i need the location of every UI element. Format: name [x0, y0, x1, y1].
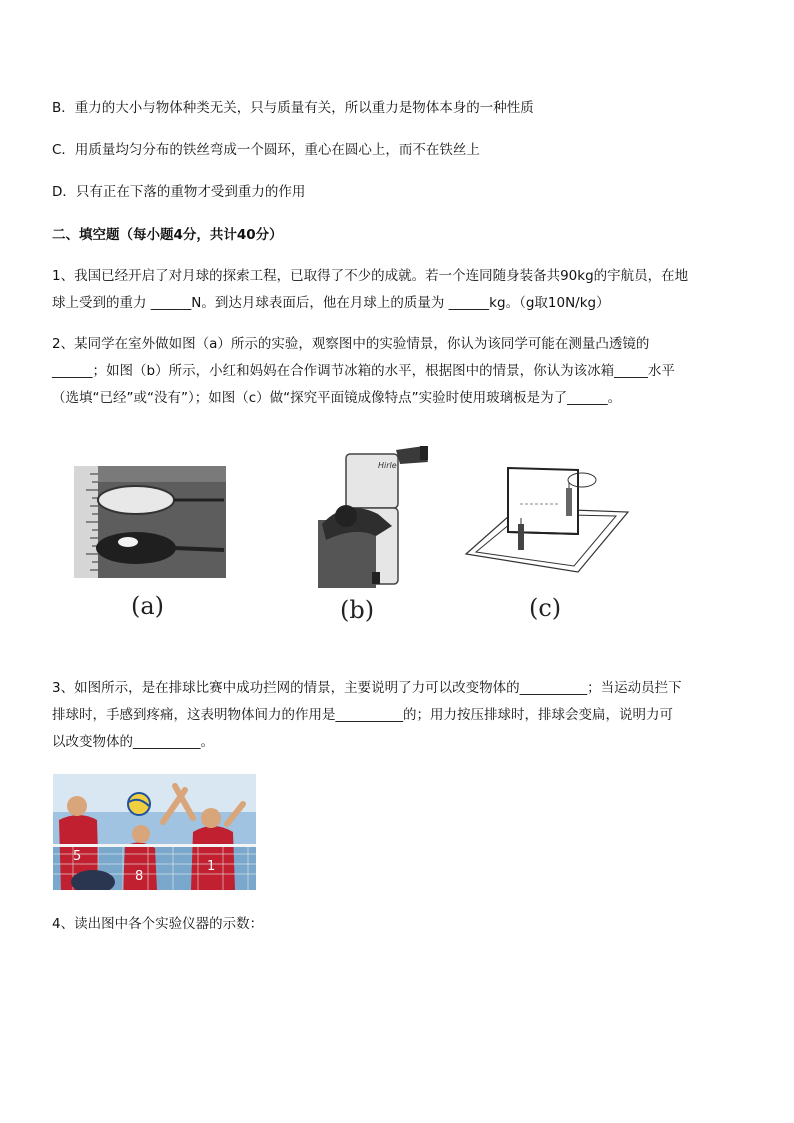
- option-b: B．重力的大小与物体种类无关，只与质量有关，所以重力是物体本身的一种性质: [52, 100, 534, 116]
- figure-b-caption: (b): [340, 596, 375, 624]
- figure-c-plane-mirror: [464, 462, 630, 576]
- option-d: D．只有正在下落的重物才受到重力的作用: [52, 184, 306, 200]
- jersey-number-5: 5: [73, 849, 82, 864]
- figure-a-caption: (a): [131, 592, 165, 620]
- question-3-line-1: 3、如图所示，是在排球比赛中成功拦网的情景，主要说明了力可以改变物体的__________；当运动员拦下: [52, 680, 682, 696]
- question-1-line-1: 1、我国已经开启了对月球的探索工程，已取得了不少的成就。若一个连同随身装备共90kg的宇航员，在地: [52, 268, 689, 284]
- question-4-line-1: 4、读出图中各个实验仪器的示数：: [52, 916, 264, 932]
- question-2-line-2: ______；如图（b）所示，小红和妈妈在合作调节冰箱的水平，根据图中的情景，你认为该冰箱_____水平: [52, 363, 675, 379]
- jersey-number-1: 1: [207, 859, 216, 874]
- figure-b-fridge-leveling: [316, 444, 434, 588]
- question-2-line-3: （选填“已经”或“没有”）；如图（c）做“探究平面镜成像特点”实验时使用玻璃板是为了______。: [52, 390, 622, 406]
- volleyball-block-photo: [53, 774, 256, 890]
- question-3-line-2: 排球时，手感到疼痛，这表明物体间力的作用是__________的；用力按压排球时，排球会变扁，说明力可: [52, 707, 673, 723]
- section-heading: 二、填空题（每小题4分，共计40分）: [52, 227, 283, 243]
- question-3-line-3: 以改变物体的__________。: [52, 734, 214, 750]
- jersey-number-8: 8: [135, 869, 144, 884]
- option-c: C．用质量均匀分布的铁丝弯成一个圆环，重心在圆心上，而不在铁丝上: [52, 142, 480, 158]
- fridge-brand-label: Hirle: [378, 461, 397, 470]
- figure-a-lens-experiment: [74, 466, 226, 578]
- question-1-line-2: 球上受到的重力 ______N。到达月球表面后，他在月球上的质量为 ______kg。（g取10N/kg）: [52, 295, 610, 311]
- figure-c-caption: (c): [529, 594, 562, 622]
- question-2-line-1: 2、某同学在室外做如图（a）所示的实验，观察图中的实验情景，你认为该同学可能在测量凸透镜的: [52, 336, 650, 352]
